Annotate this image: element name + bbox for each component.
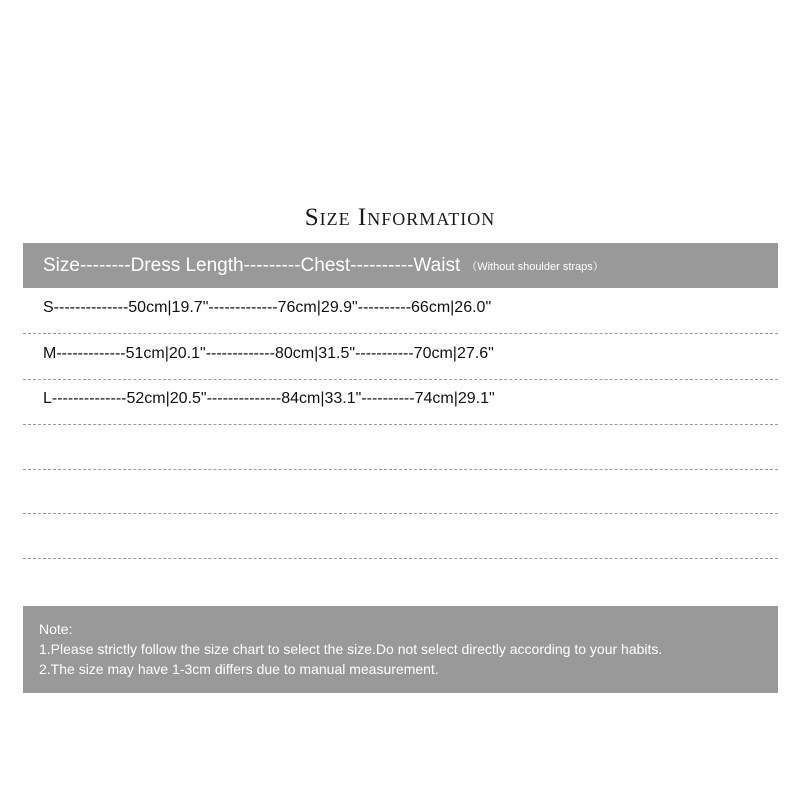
note-line-2: 2.The size may have 1-3cm differs due to manual measurement.	[39, 661, 439, 677]
row-text: S--------------50cm|19.7"-------------76cm|29.9"----------66cm|26.0"	[43, 298, 492, 316]
table-row	[23, 336, 778, 380]
row-text: M-------------51cm|20.1"-------------80cm|31.5"-----------70cm|27.6"	[43, 344, 494, 362]
table-row	[23, 381, 778, 425]
table-row-empty	[23, 515, 778, 559]
page-title: Size Information	[304, 204, 496, 231]
table-row	[23, 290, 778, 334]
note-line-1: 1.Please strictly follow the size chart to select the size.Do not select directly according to your habits.	[39, 641, 663, 657]
table-row-empty	[23, 470, 778, 514]
size-table-header	[23, 243, 778, 288]
note-heading: Note:	[39, 621, 73, 637]
note-box	[23, 606, 778, 693]
header-columns: Size--------Dress Length---------Chest----------Waist	[43, 254, 461, 276]
header-note: （Without shoulder straps）	[466, 260, 604, 273]
row-text: L--------------52cm|20.5"--------------84cm|33.1"----------74cm|29.1"	[43, 389, 495, 407]
table-row-empty	[23, 426, 778, 470]
